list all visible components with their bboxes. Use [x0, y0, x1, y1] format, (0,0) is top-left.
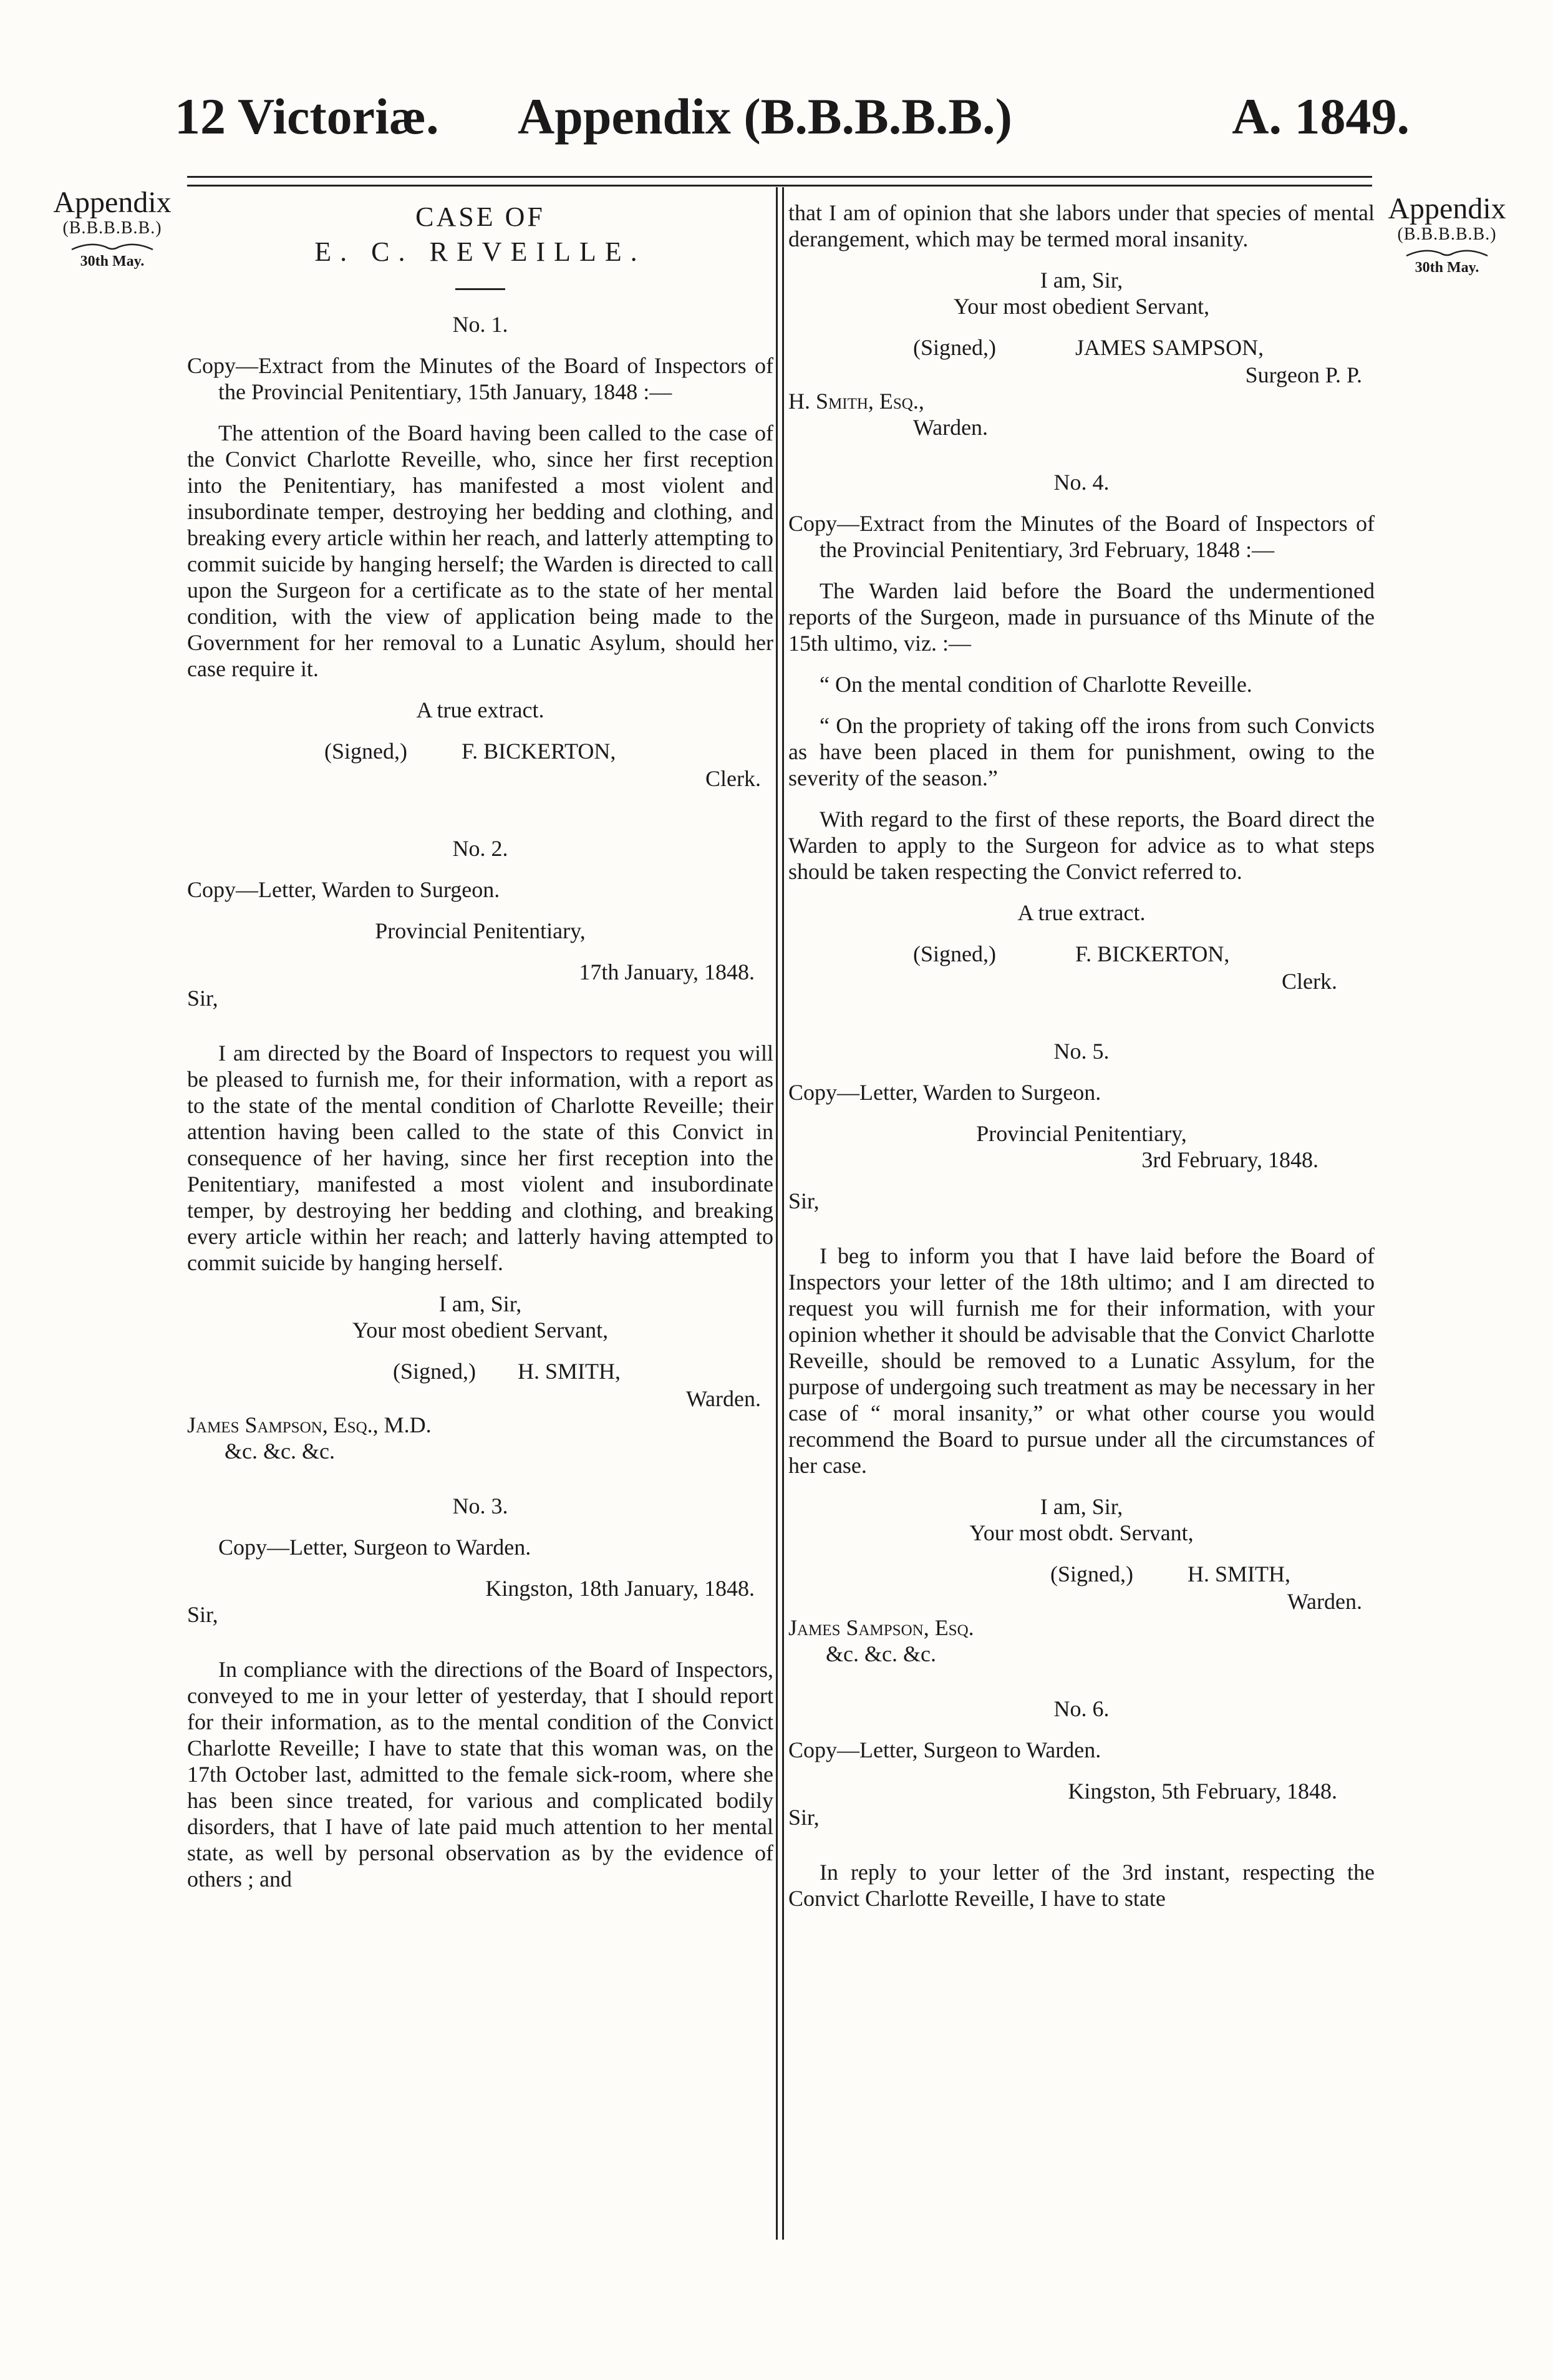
margin-note-date: 30th May. [1415, 260, 1479, 276]
signed-label: (Signed,) [393, 1359, 476, 1384]
signature-line [788, 941, 1375, 968]
letter-body: I am directed by the Board of Inspectors to request you will be pleased to furnish me, for their information, with a report as to the state of the mental condition of Charlotte Reveille; their attention having been called to the state of this Convict in consequence of her having, since her first reception into the Penitentiary, manifested a most violent and insubordinate temper, by destroying her bedding and clothing, and breaking every article within her reach; and latterly having attempted to commit suicide by hanging herself. [187, 1041, 773, 1275]
signer-name: H. SMITH, [518, 1359, 621, 1384]
salutation: Sir, [187, 1602, 218, 1627]
section-heading: Copy—Extract from the Minutes of the Board of Inspectors of the Provincial Penitentiary, 3rd February, 1848 :— [788, 511, 1375, 562]
continued-text: that I am of opinion that she labors under that species of mental derangement, which may be termed moral insanity. [788, 200, 1375, 251]
column-divider-right [782, 187, 784, 2240]
signer-name: F. BICKERTON, [1075, 941, 1230, 966]
column-divider-left [776, 187, 778, 2240]
section-heading: Copy—Letter, Surgeon to Warden. [218, 1535, 531, 1560]
header-rule-bottom [187, 185, 1372, 187]
quoted-report: “ On the mental condition of Charlotte Reveille. [820, 672, 1252, 697]
case-heading: CASE OF [415, 202, 545, 232]
signature-line [187, 1358, 773, 1386]
signature-line [788, 334, 1375, 362]
header-right: A. 1849. [1232, 88, 1410, 145]
margin-note-code: (B.B.B.B.B.) [62, 218, 162, 238]
flourish-icon [69, 240, 156, 253]
left-column [187, 200, 773, 1892]
margin-note-left [44, 187, 181, 270]
section-body: The Warden laid before the Board the undermentioned reports of the Surgeon, made in pursuance of ths Minute of the 15th ultimo, viz. :— [788, 578, 1375, 656]
margin-note-date: 30th May. [80, 253, 145, 270]
signed-label: (Signed,) [913, 335, 996, 360]
flourish-icon [1403, 246, 1491, 260]
header-left: 12 Victoriæ. [175, 88, 439, 145]
closing-line: Your most obedient Servant, [953, 294, 1210, 319]
signer-title: Surgeon P. P. [1245, 362, 1362, 387]
salutation: Sir, [788, 1188, 820, 1213]
header-rule-top [187, 176, 1372, 178]
addressee: Warden. [913, 415, 989, 440]
section-heading: Copy—Letter, Warden to Surgeon. [788, 1080, 1101, 1105]
letter-place: Provincial Penitentiary, [976, 1121, 1187, 1146]
letter-body: I beg to inform you that I have laid before the Board of Inspectors your letter of the 18th ultimo; and I am directed to request you will furnish me for their information, with your opinion whether it should be advisable that the Convict Charlotte Reveille, should be removed to a Lunatic Assylum, for the purpose of undergoing such treatment as may be necessary in her case of “ moral insanity,” or what other course you would recommend the Board to pursue under all the circumstances of her case. [788, 1243, 1375, 1478]
signer-name: H. SMITH, [1188, 1562, 1291, 1586]
right-column [788, 200, 1375, 1911]
margin-note-title: Appendix [1388, 192, 1506, 225]
letter-place-date: Kingston, 5th February, 1848. [1068, 1779, 1337, 1804]
salutation: Sir, [788, 1805, 820, 1830]
section-number: No. 2. [452, 836, 508, 861]
case-name: E. C. REVEILLE. [314, 236, 646, 267]
closing-line: I am, Sir, [1040, 1494, 1123, 1519]
signer-name: JAMES SAMPSON, [1075, 335, 1264, 360]
section-heading: Copy—Letter, Warden to Surgeon. [187, 877, 500, 902]
closing-line: I am, Sir, [438, 1291, 522, 1316]
margin-note-right [1378, 193, 1516, 276]
signed-label: (Signed,) [913, 941, 996, 966]
page-header [175, 87, 1410, 162]
section-number: No. 6. [1053, 1696, 1110, 1721]
margin-note-code: (B.B.B.B.B.) [1397, 225, 1497, 245]
section-heading: Copy—Letter, Surgeon to Warden. [788, 1737, 1101, 1762]
addressee: &c. &c. &c. [826, 1641, 936, 1666]
margin-note-title: Appendix [53, 186, 172, 219]
true-extract: A true extract. [416, 697, 544, 722]
closing-line: Your most obdt. Servant, [969, 1520, 1194, 1545]
signed-label: (Signed,) [324, 739, 407, 764]
signer-title: Warden. [1287, 1589, 1362, 1614]
signer-title: Clerk. [705, 766, 761, 791]
section-number: No. 4. [1053, 470, 1110, 495]
letter-body: In reply to your letter of the 3rd instant, respecting the Convict Charlotte Reveille, I have to state [788, 1860, 1375, 1911]
letter-place-date: Kingston, 18th January, 1848. [485, 1576, 755, 1601]
signer-title: Warden. [685, 1386, 761, 1411]
addressee: H. Smith, Esq., [788, 389, 924, 414]
addressee: James Sampson, Esq. [788, 1615, 974, 1640]
header-center: Appendix (B.B.B.B.B.) [518, 88, 1012, 145]
signer-name: F. BICKERTON, [462, 739, 616, 764]
short-divider [455, 288, 505, 290]
salutation: Sir, [187, 986, 218, 1011]
addressee: James Sampson, Esq., M.D. [187, 1412, 432, 1437]
section-body: With regard to the first of these reports, the Board direct the Warden to apply to the Surgeon for advice as to what steps should be taken respecting the Convict referred to. [788, 807, 1375, 884]
signature-line [788, 1561, 1375, 1588]
quoted-report: “ On the propriety of taking off the irons from such Convicts as have been placed in them for punishment, owing to the severity of the season.” [788, 713, 1375, 790]
signer-title: Clerk. [1282, 969, 1337, 994]
section-number: No. 3. [452, 1494, 508, 1518]
section-body: The attention of the Board having been called to the case of the Convict Charlotte Reveille, who, since her first reception into the Penitentiary, has manifested a most violent and insubordinate temper, destroying her bedding and clothing, and breaking every article within her reach, and latterly attempting to commit suicide by hanging herself; the Warden is directed to call upon the Surgeon for a certificate as to the state of her mental condition, with the view of application being made to the Government for her removal to a Lunatic Asylum, should her case require it. [187, 420, 773, 681]
addressee: &c. &c. &c. [225, 1439, 335, 1464]
letter-date: 17th January, 1848. [579, 959, 755, 984]
signed-label: (Signed,) [1050, 1562, 1133, 1586]
section-heading: Copy—Extract from the Minutes of the Board of Inspectors of the Provincial Penitentiary, 15th January, 1848 :— [187, 353, 773, 404]
section-number: No. 1. [452, 312, 508, 337]
closing-line: I am, Sir, [1040, 268, 1123, 293]
closing-line: Your most obedient Servant, [352, 1318, 609, 1343]
section-number: No. 5. [1053, 1039, 1110, 1064]
true-extract: A true extract. [1017, 900, 1146, 925]
letter-place: Provincial Penitentiary, [375, 918, 586, 943]
letter-date: 3rd February, 1848. [1141, 1147, 1318, 1172]
signature-line [187, 738, 773, 765]
letter-body: In compliance with the directions of the Board of Inspectors, conveyed to me in your letter of yesterday, that I should report for their information, as to the mental condition of the Convict Charlotte Reveille; I have to state that this woman was, on the 17th October last, admitted to the female sick-room, where she has been since treated, for various and complicated bodily disorders, that I have of late paid much attention to her mental state, as well by personal observation as by the evidence of others ; and [187, 1657, 773, 1892]
